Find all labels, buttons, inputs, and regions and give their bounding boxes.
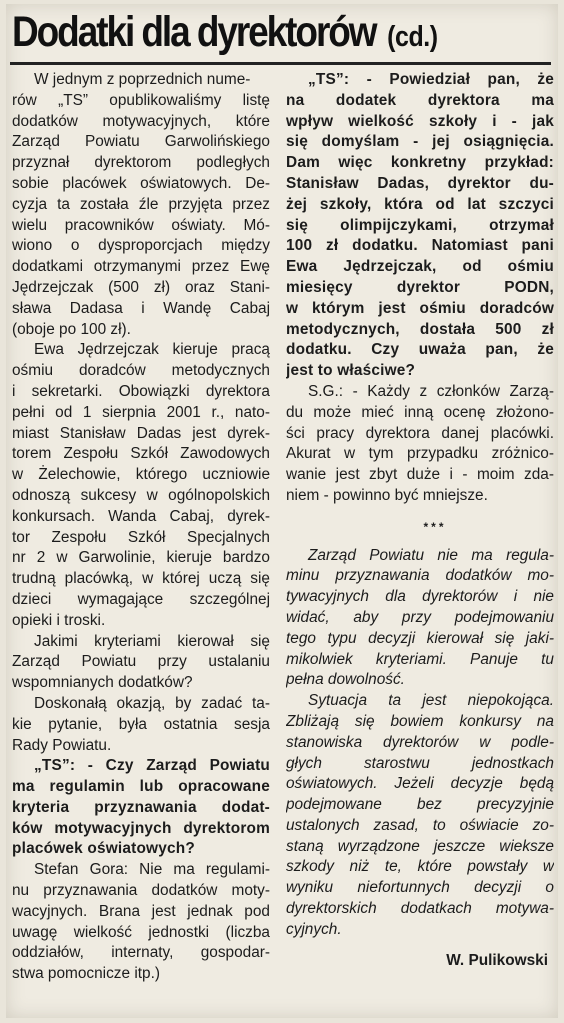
text-line: żej szkoły, która od lat szczyci xyxy=(286,195,554,213)
text-line: (oboje po 100 zł). xyxy=(12,320,131,338)
text-line: pełna dowolność. xyxy=(286,671,405,689)
left-column xyxy=(12,70,270,985)
text-line: nr 2 w Garwolinie, kieruje bardzo xyxy=(12,549,270,567)
text-line: uwagę wielkość jednostki (liczba xyxy=(12,923,270,941)
text-line: ści pracy dyrektora danej placówki. xyxy=(286,424,554,442)
text-line: kryteria przyznawania dodat- xyxy=(12,798,270,816)
text-line: oświatowych. Jeżeli decyzje będą xyxy=(286,775,554,793)
text-line: wpływ wielkość szkoły i - jak xyxy=(286,112,554,130)
interview-continuation xyxy=(286,70,554,507)
text-line: kie pytanie, była ostatnia sesja xyxy=(12,715,270,733)
text-line: wielu pracowników oświaty. Mó- xyxy=(12,216,270,234)
text-line: się domyślam - jej osiągnięcia. xyxy=(286,133,554,151)
text-line: na dodatek dyrektora ma xyxy=(286,91,554,109)
headline-rule xyxy=(10,62,551,65)
text-line: „TS”: - Powiedział pan, że xyxy=(308,71,554,88)
text-line: szkody niż te, które powstały w xyxy=(286,858,554,876)
text-line: sława Dadasa i Wandę Cabaj xyxy=(12,299,270,317)
text-line: Ewa Jędrzejczak kieruje pracą xyxy=(34,341,270,359)
section-separator: *** xyxy=(423,519,447,534)
headline-title: Dodatki dla dyrektorów xyxy=(12,8,376,56)
text-line: „TS”: - Czy Zarząd Powiatu xyxy=(34,757,270,775)
text-line: konkursach. Wanda Cabaj, dyrek- xyxy=(12,507,270,525)
text-line: Zarząd Powiatu nie ma regula- xyxy=(308,546,554,564)
text-line: Rady Powiatu. xyxy=(12,736,112,754)
text-line: Zbliżają się bowiem konkursy na xyxy=(286,712,554,730)
right-column xyxy=(286,70,554,971)
text-line: stanowiska dyrektorów w podle- xyxy=(286,733,554,751)
text-line: trudną placówką, w której uczą się xyxy=(12,570,270,588)
text-line: ustalonych zasad, to oświacie zo- xyxy=(286,816,554,834)
text-line: pełni od 1 sierpnia 2001 r., nato- xyxy=(12,403,270,421)
text-line: Stanisław Dadas, dyrektor du- xyxy=(286,174,554,192)
text-line: dodatku. Czy uważa pan, że xyxy=(286,341,554,359)
text-line: ma regulamin lub opracowane xyxy=(12,778,270,796)
text-line: Akurat w tym przypadku zróżnico- xyxy=(286,445,554,463)
text-line: widać, aby przy podejmowaniu xyxy=(286,608,554,626)
text-line: cyzja ta została źle przyjęta przez xyxy=(12,195,270,213)
text-line: oddziałów, internaty, gospodar- xyxy=(12,944,270,962)
text-line: dzieci wymagające szczególnej xyxy=(12,590,270,608)
text-line: S.G.: - Każdy z członków Zarzą- xyxy=(308,382,554,400)
text-line: nu przyznawania dodatków moty- xyxy=(12,882,270,900)
text-line: ków motywacyjnych dyrektorom xyxy=(12,819,270,837)
text-line: opieki i troski. xyxy=(12,611,106,629)
text-line: dodatkami otrzymanymi przez Ewę xyxy=(12,258,270,276)
text-line: w którym jest ośmiu doradców xyxy=(286,299,554,317)
text-line: 100 zł dodatku. Natomiast pani xyxy=(286,237,554,255)
text-line: wyniku niefortunnych decyzji o xyxy=(286,879,554,897)
article-headline xyxy=(12,6,476,63)
text-line: ośmiu doradców metodycznych xyxy=(12,362,270,380)
text-line: odnoszą sukcesy w ogólnopolskich xyxy=(12,486,270,504)
text-line: Zarząd Powiatu Garwolińskiego xyxy=(12,133,270,151)
text-line: Stefan Gora: Nie ma regulami- xyxy=(34,861,270,879)
text-line: wanie jest zbyt duże i - moim zda- xyxy=(286,466,554,484)
text-line: Jakimi kryteriami kierował się xyxy=(34,632,270,650)
text-line: się olimpijczykami, otrzymał xyxy=(286,216,554,234)
text-line: mikolwiek kryteriami. Panuje tu xyxy=(286,650,554,668)
text-line: dodatków motywacyjnych, które xyxy=(12,112,270,130)
text-line: niem - powinno być mniejsze. xyxy=(286,486,488,504)
text-line: Sytuacja ta jest niepokojąca. xyxy=(308,692,554,710)
text-line: miast Stanisław Dadas jest dyrek- xyxy=(12,424,270,442)
text-line: W jednym z poprzednich nume- xyxy=(34,71,251,88)
text-line: Jędrzejczak (500 zł) oraz Stani- xyxy=(12,278,270,296)
headline-suffix: (cd.) xyxy=(387,21,438,53)
text-line: staną wyrządzone jeszcze wieksze xyxy=(286,837,554,855)
text-line: rów „TS” opublikowaliśmy listę xyxy=(12,91,270,109)
text-line: Ewa Jędrzejczak, od ośmiu xyxy=(286,258,554,276)
text-line: metodycznych, dostała 500 zł xyxy=(286,320,554,338)
text-line: stwa pomocnicze itp.) xyxy=(12,965,160,983)
text-line: sobie placówek oświatowych. De- xyxy=(12,174,270,192)
author-byline: W. Pulikowski xyxy=(446,951,548,969)
text-line: du może mieć inną ocenę złożono- xyxy=(286,403,554,421)
text-line: Zarząd Powiatu przy ustalaniu xyxy=(12,653,270,671)
text-line: i sekretarki. Obowiązki dyrektora xyxy=(12,382,270,400)
text-line: wiono o dysproporcjach między xyxy=(12,237,270,255)
text-line: tywacyjnych dla dyrektorów i nie xyxy=(286,588,554,606)
text-line: dyrektorskich dodatkach motywa- xyxy=(286,900,554,918)
text-line: wspomnianych dodatków? xyxy=(12,674,193,692)
editorial-comment xyxy=(286,546,554,941)
text-line: Dam więc konkretny przykład: xyxy=(286,154,554,172)
text-line: torem Zespołu Szkół Zawodowych xyxy=(12,445,270,463)
text-line: tor Zespołu Szkół Specjalnych xyxy=(12,528,270,546)
text-line: Doskonałą okazją, by zadać ta- xyxy=(34,694,270,712)
text-line: podejmowane bez precyzyjnie xyxy=(286,796,554,814)
text-line: jest to właściwe? xyxy=(286,362,416,380)
text-line: tego typu decyzji kierował się jaki- xyxy=(286,629,554,647)
text-line: wacyjnych. Brana jest jednak pod xyxy=(12,902,270,920)
text-line: głych starostwu jednostkach xyxy=(286,754,554,772)
text-line: miesięcy dyrektor PODN, xyxy=(286,278,554,296)
text-line: minu przyznawania dodatków mo- xyxy=(286,567,554,585)
text-line: cyjnych. xyxy=(286,920,342,938)
text-line: placówek oświatowych? xyxy=(12,840,195,858)
text-line: w Żelechowie, którego uczniowie xyxy=(12,466,270,484)
text-line: przyznał dyrektorom podległych xyxy=(12,154,270,172)
